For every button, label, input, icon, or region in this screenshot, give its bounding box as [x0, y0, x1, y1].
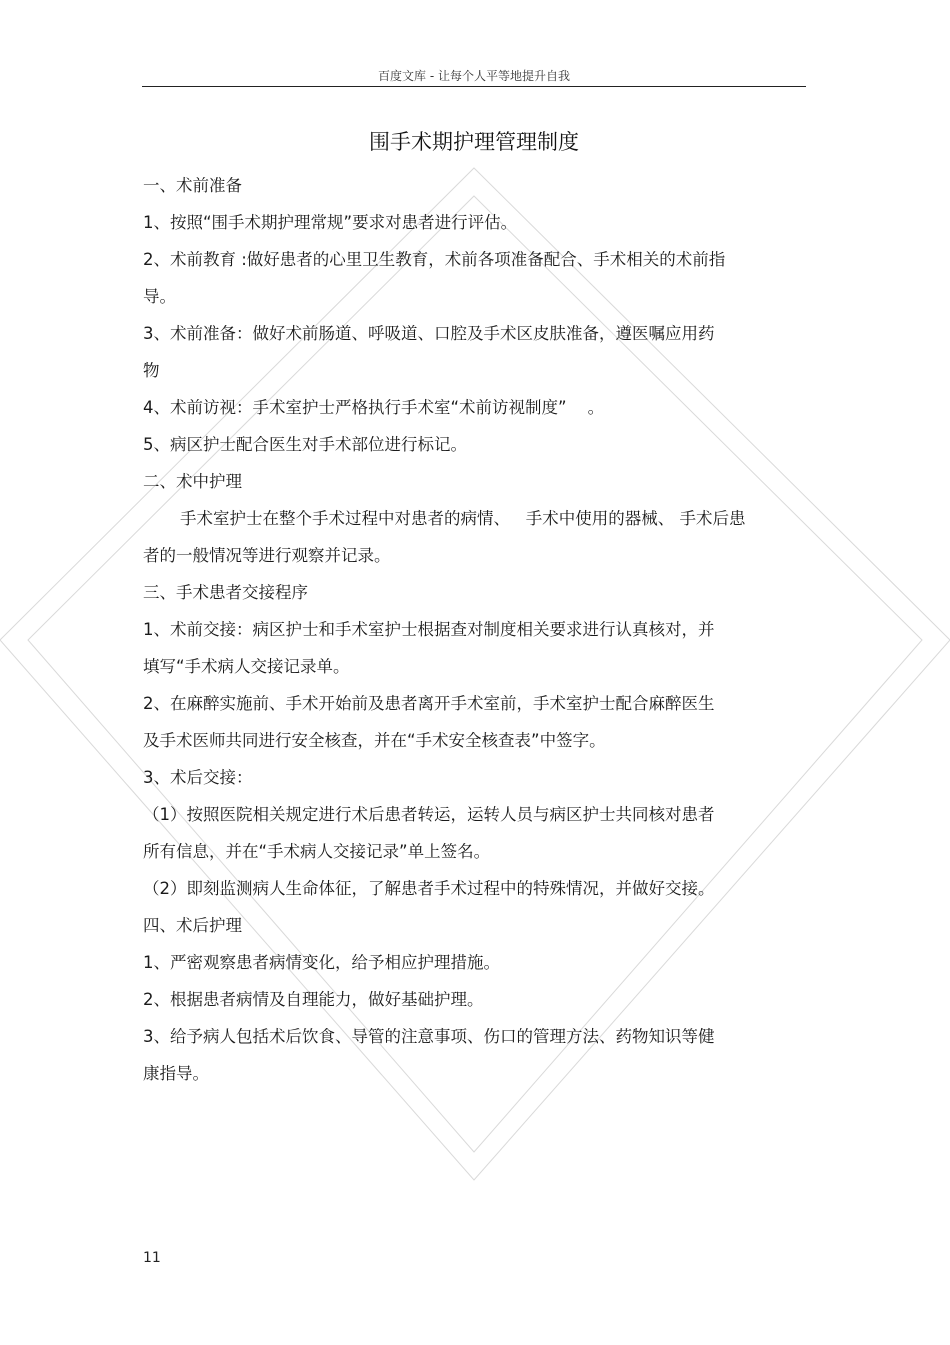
paragraph-line: 1、按照“围手术期护理常规”要求对患者进行评估。: [143, 213, 518, 232]
paragraph-line: 及手术医师共同进行安全核查，并在“手术安全核查表”中签字。: [143, 731, 606, 750]
section-heading: 一、术前准备: [143, 176, 242, 195]
paragraph-line: 3、给予病人包括术后饮食、导管的注意事项、伤口的管理方法、药物知识等健: [143, 1027, 715, 1046]
paragraph-line: 5、病区护士配合医生对手术部位进行标记。: [143, 435, 467, 454]
page-number: 11: [143, 1250, 161, 1266]
document-title: 围手术期护理管理制度: [369, 130, 579, 154]
paragraph-line: 手术室护士在整个手术过程中对患者的病情、 手术中使用的器械、 手术后患: [180, 509, 746, 528]
paragraph-line: 康指导。: [143, 1064, 209, 1083]
paragraph-line: 填写“手术病人交接记录单。: [143, 657, 350, 676]
paragraph-line: 导。: [143, 287, 176, 306]
paragraph-line: 1、严密观察患者病情变化，给予相应护理措施。: [143, 953, 500, 972]
paragraph-line: （1）按照医院相关规定进行术后患者转运，运转人员与病区护士共同核对患者: [143, 805, 715, 824]
section-heading: 三、手术患者交接程序: [143, 583, 308, 602]
paragraph-line: 3、术后交接：: [143, 768, 253, 787]
paragraph-line: 4、术前访视：手术室护士严格执行手术室“术前访视制度” 。: [143, 398, 605, 417]
paragraph-line: 所有信息，并在“手术病人交接记录”单上签名。: [143, 842, 491, 861]
section-heading: 四、术后护理: [143, 916, 242, 935]
paragraph-line: 者的一般情况等进行观察并记录。: [143, 546, 391, 565]
paragraph-line: 3、术前准备：做好术前肠道、呼吸道、口腔及手术区皮肤准备，遵医嘱应用药: [143, 324, 715, 343]
paragraph-line: 2、术前教育 :做好患者的心里卫生教育，术前各项准备配合、手术相关的术前指: [143, 250, 726, 269]
paragraph-line: 物: [143, 361, 160, 380]
paragraph-line: 2、在麻醉实施前、手术开始前及患者离开手术室前，手术室护士配合麻醉医生: [143, 694, 715, 713]
paragraph-line: 2、根据患者病情及自理能力，做好基础护理。: [143, 990, 484, 1009]
paragraph-line: （2）即刻监测病人生命体征，了解患者手术过程中的特殊情况，并做好交接。: [143, 879, 715, 898]
paragraph-line: 1、术前交接：病区护士和手术室护士根据查对制度相关要求进行认真核对，并: [143, 620, 715, 639]
header-divider: [142, 86, 806, 87]
document-body: [143, 172, 808, 1097]
page-header: 百度文库 - 让每个人平等地提升自我: [378, 69, 570, 83]
section-heading: 二、术中护理: [143, 472, 242, 491]
